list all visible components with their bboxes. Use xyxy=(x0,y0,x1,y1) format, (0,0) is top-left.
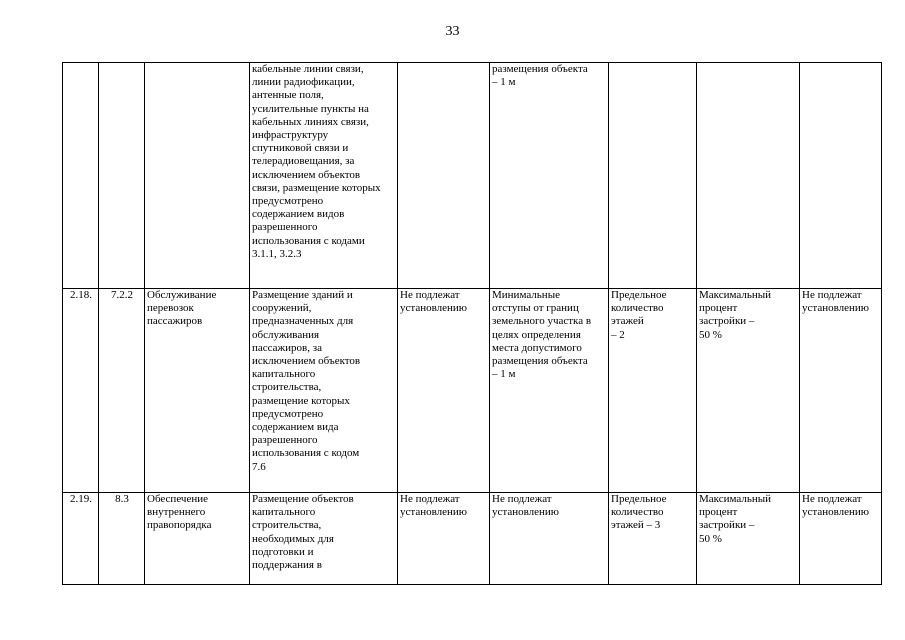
coverage-percent-cell xyxy=(697,493,800,585)
cell-text-line: Обеспечение xyxy=(147,493,208,505)
cell-text-line: размещения объекта xyxy=(492,63,588,75)
cell-text-line: правопорядка xyxy=(147,519,212,532)
cell-text-line: установлению xyxy=(400,506,468,519)
cell-text-line: установлению xyxy=(492,506,560,519)
cell-text-line: капитального xyxy=(252,368,316,381)
cell-text-line: размещение которых xyxy=(252,394,350,407)
cell-text-line: Не подлежат xyxy=(492,493,552,505)
cell-text-line: 2.19. xyxy=(70,493,92,505)
plot-size-limits-cell xyxy=(398,289,490,493)
cell-text-line: подготовки и xyxy=(252,545,314,558)
cell-text-line: связи, размещение которых xyxy=(252,181,381,194)
cell-text-line: предназначенных для xyxy=(252,315,354,328)
setbacks-cell xyxy=(490,289,609,493)
cell-text-line: инфраструктуру xyxy=(252,129,329,142)
cell-text-line: процент xyxy=(699,506,738,519)
use-description-cell xyxy=(250,493,398,585)
cell-text-line: застройки – xyxy=(699,519,755,532)
cell-text-line: содержанием видов xyxy=(252,208,345,221)
cell-text-line: Обслуживание xyxy=(147,289,217,301)
cell-text-line: установлению xyxy=(802,506,870,519)
zoning-table xyxy=(62,62,882,585)
cell-text-line: пассажиров xyxy=(147,315,203,328)
cell-text-line: Размещение зданий и xyxy=(252,289,353,301)
cell-text-line: количество xyxy=(611,506,664,519)
cell-text-line: – 1 м xyxy=(492,368,516,381)
cell-text-line: разрешенного xyxy=(252,434,318,447)
cell-text-line: 7.6 xyxy=(252,460,266,473)
use-name-cell xyxy=(145,289,250,493)
plot-size-limits-cell xyxy=(398,63,490,289)
cell-text-line: Минимальные xyxy=(492,289,560,301)
floors-limit-cell xyxy=(609,493,697,585)
cell-text-line: процент xyxy=(699,302,738,315)
cell-text-line: количество xyxy=(611,302,664,315)
cell-text-line: Не подлежат xyxy=(802,289,862,301)
cell-text-line: размещения объекта xyxy=(492,355,588,368)
cell-text-line: Предельное xyxy=(611,493,667,505)
cell-text-line: предусмотрено xyxy=(252,407,324,420)
table-row xyxy=(63,289,882,493)
cell-text-line: места допустимого xyxy=(492,341,582,354)
cell-text-line: обслуживания xyxy=(252,328,320,341)
cell-text-line: исключением объектов xyxy=(252,355,361,368)
cell-text-line: этажей xyxy=(611,315,644,328)
other-limits-cell xyxy=(800,493,882,585)
cell-text-line: пассажиров, за xyxy=(252,341,322,354)
coverage-percent-cell xyxy=(697,63,800,289)
cell-text-line: строительства, xyxy=(252,381,322,394)
use-code-cell xyxy=(99,493,145,585)
cell-text-line: спутниковой связи и xyxy=(252,142,349,155)
plot-size-limits-cell xyxy=(398,493,490,585)
row-number-cell xyxy=(63,63,99,289)
use-code-cell xyxy=(99,63,145,289)
page-number: 33 xyxy=(445,24,460,39)
table-row xyxy=(63,63,882,289)
cell-text-line: необходимых для xyxy=(252,532,334,545)
cell-text-line: 2.18. xyxy=(70,289,92,301)
cell-text-line: отступы от границ xyxy=(492,302,579,315)
cell-text-line: кабельные линии связи, xyxy=(252,63,364,75)
row-number-cell xyxy=(63,493,99,585)
cell-text-line: – 1 м xyxy=(492,76,516,89)
table-row xyxy=(63,493,882,585)
cell-text-line: Максимальный xyxy=(699,289,772,301)
use-description-cell xyxy=(250,289,398,493)
cell-text-line: использования с кодом xyxy=(252,447,360,460)
cell-text-line: кабельных линиях связи, xyxy=(252,115,369,128)
cell-text-line: поддержания в xyxy=(252,559,322,572)
cell-text-line: целях определения xyxy=(492,328,581,341)
cell-text-line: антенные поля, xyxy=(252,89,324,102)
floors-limit-cell xyxy=(609,289,697,493)
row-number-cell xyxy=(63,289,99,493)
cell-text-line: усилительные пункты на xyxy=(252,102,369,115)
cell-text-line: использования с кодами xyxy=(252,234,365,247)
cell-text-line: этажей – 3 xyxy=(611,519,661,532)
cell-text-line: капитального xyxy=(252,506,316,519)
cell-text-line: Предельное xyxy=(611,289,667,301)
cell-text-line: – 2 xyxy=(611,328,625,341)
cell-text-line: Максимальный xyxy=(699,493,772,505)
cell-text-line: внутреннего xyxy=(147,506,206,519)
setbacks-cell xyxy=(490,493,609,585)
coverage-percent-cell xyxy=(697,289,800,493)
cell-text-line: перевозок xyxy=(147,302,194,315)
cell-text-line: установлению xyxy=(802,302,870,315)
use-code-cell xyxy=(99,289,145,493)
cell-text-line: установлению xyxy=(400,302,468,315)
cell-text-line: 3.1.1, 3.2.3 xyxy=(252,247,302,260)
cell-text-line: 7.2.2 xyxy=(111,289,133,301)
other-limits-cell xyxy=(800,289,882,493)
cell-text-line: исключением объектов xyxy=(252,168,361,181)
use-name-cell xyxy=(145,63,250,289)
cell-text-line: Не подлежат xyxy=(802,493,862,505)
cell-text-line: 50 % xyxy=(699,532,722,545)
use-description-cell xyxy=(250,63,398,289)
cell-text-line: линии радиофикации, xyxy=(252,76,355,89)
cell-text-line: Размещение объектов xyxy=(252,493,354,505)
cell-text-line: Не подлежат xyxy=(400,289,460,301)
floors-limit-cell xyxy=(609,63,697,289)
cell-text-line: 8.3 xyxy=(115,493,129,505)
other-limits-cell xyxy=(800,63,882,289)
cell-text-line: Не подлежат xyxy=(400,493,460,505)
cell-text-line: застройки – xyxy=(699,315,755,328)
cell-text-line: строительства, xyxy=(252,519,322,532)
use-name-cell xyxy=(145,493,250,585)
cell-text-line: телерадиовещания, за xyxy=(252,155,355,168)
cell-text-line: 50 % xyxy=(699,328,722,341)
cell-text-line: предусмотрено xyxy=(252,195,324,208)
setbacks-cell xyxy=(490,63,609,289)
cell-text-line: сооружений, xyxy=(252,302,312,315)
cell-text-line: содержанием вида xyxy=(252,421,339,434)
cell-text-line: земельного участка в xyxy=(492,315,592,328)
cell-text-line: разрешенного xyxy=(252,221,318,234)
